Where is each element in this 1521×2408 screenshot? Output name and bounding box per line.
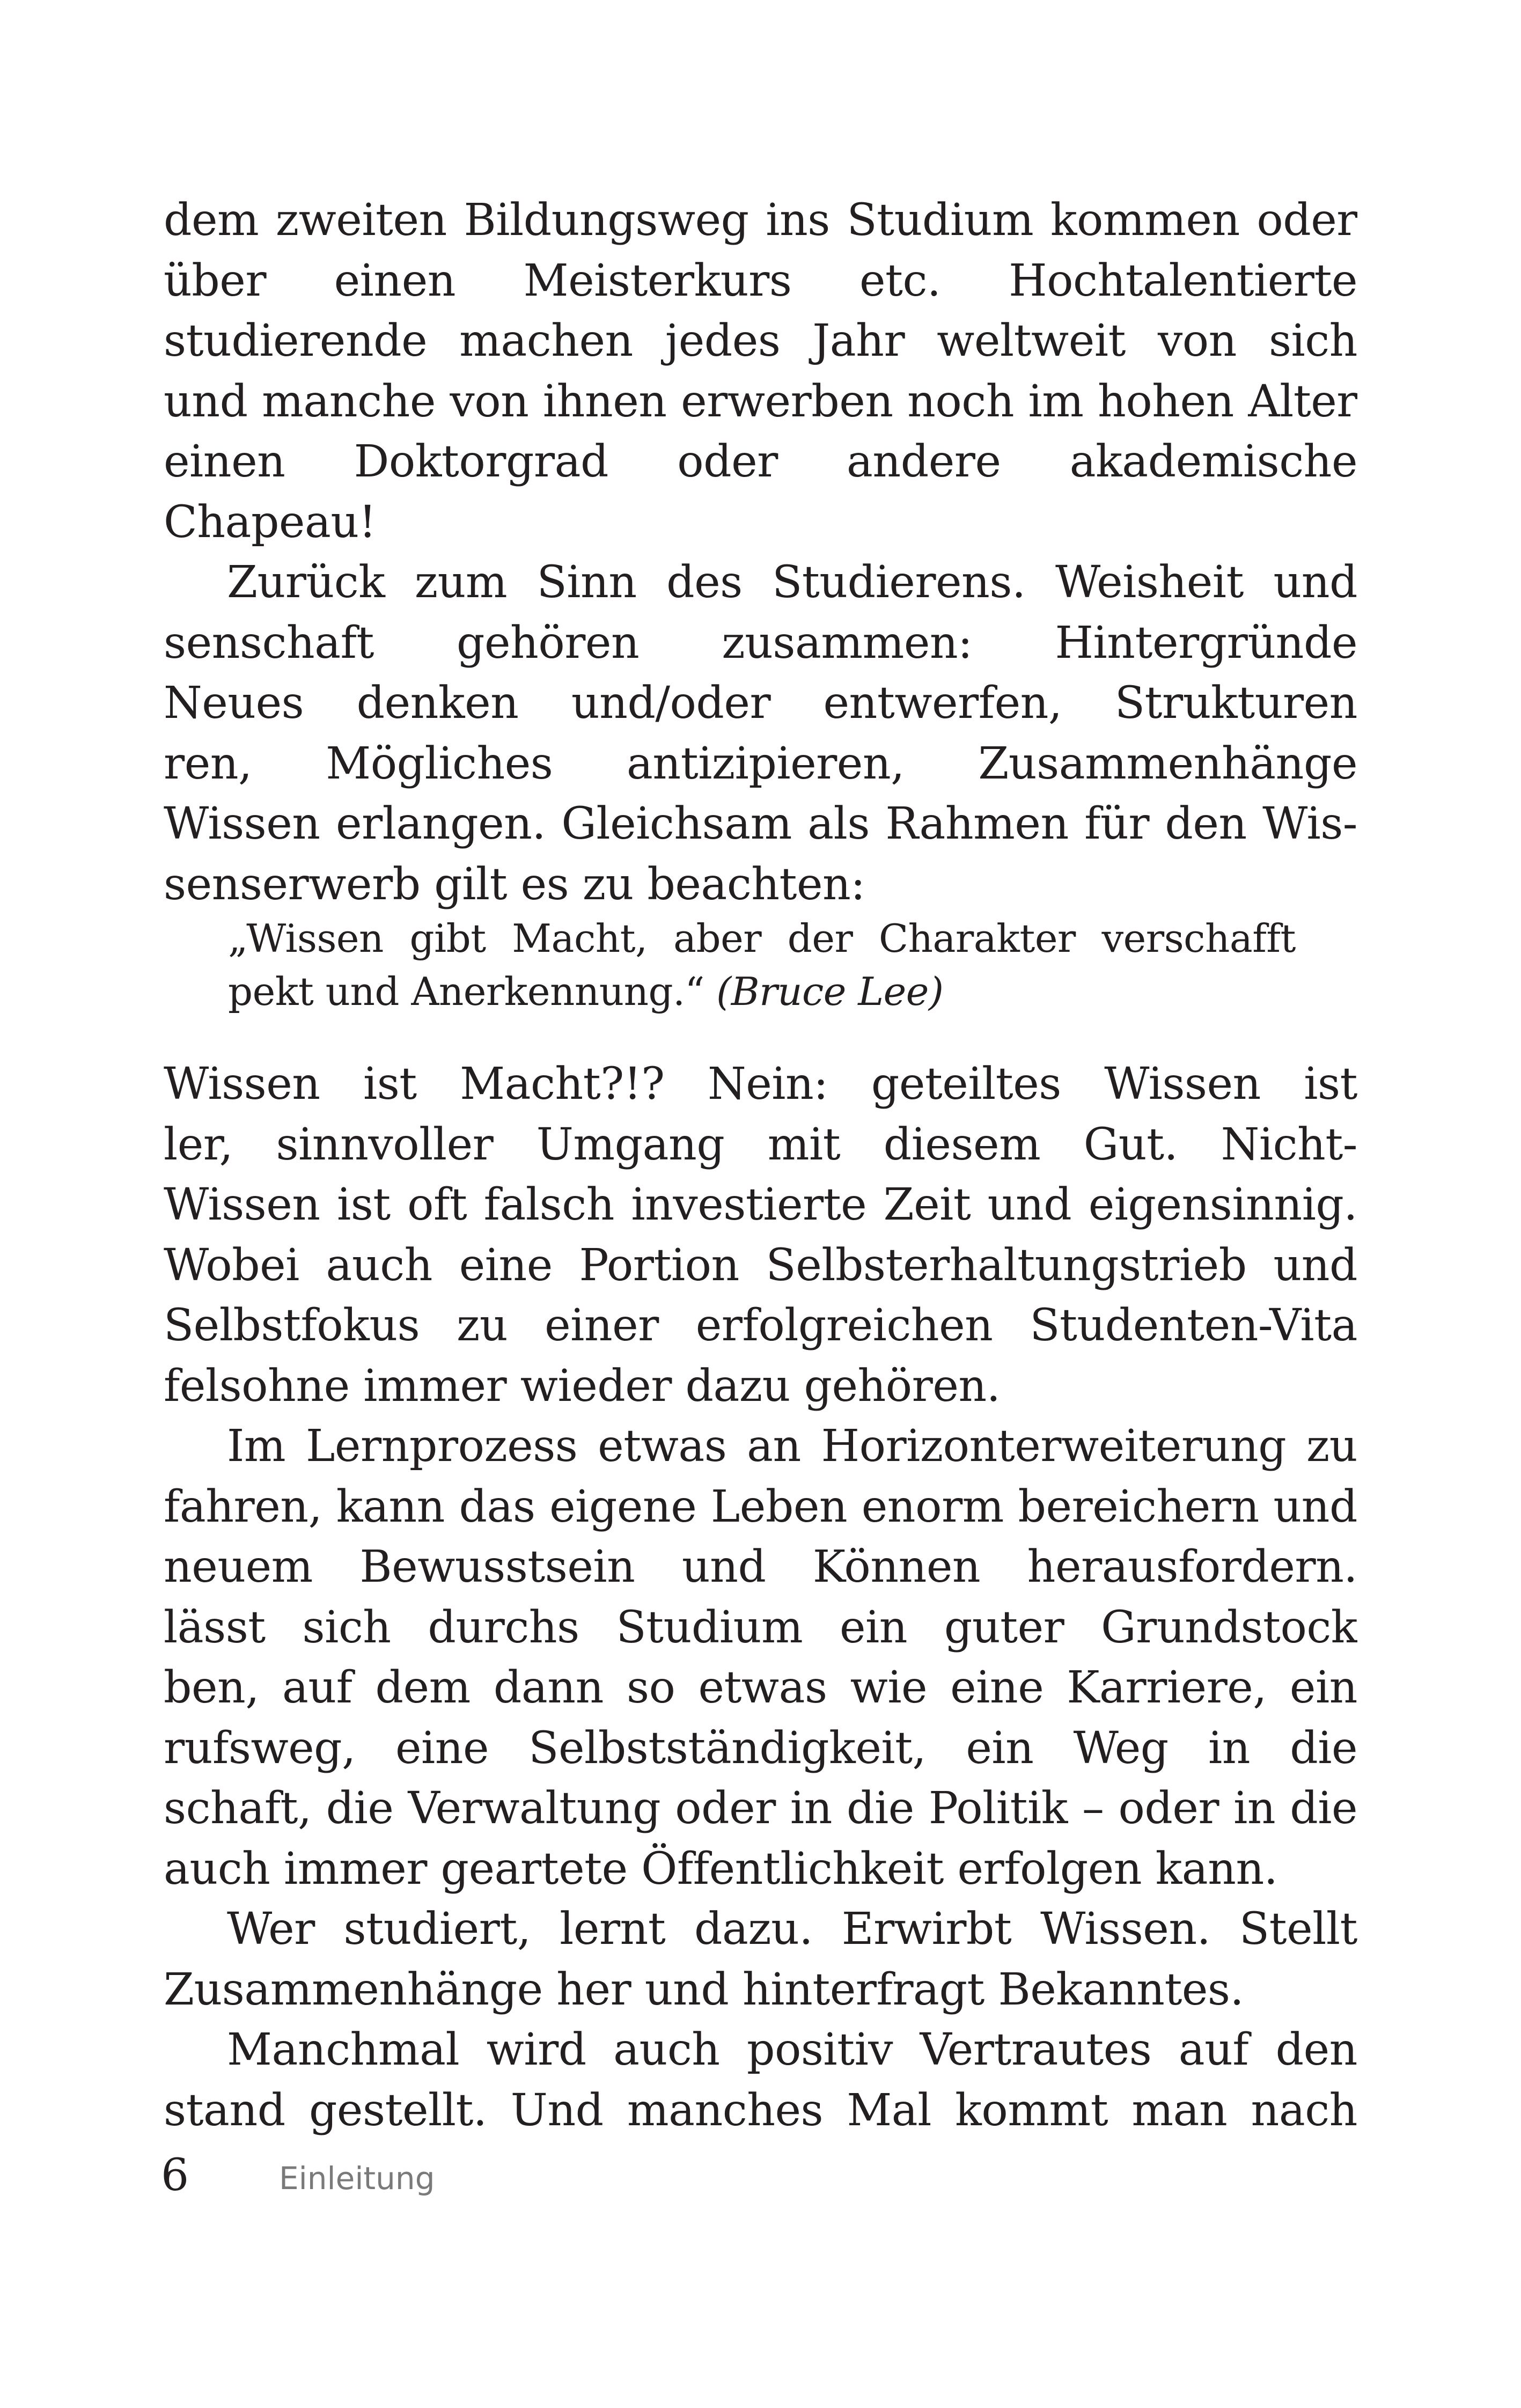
text-line: senserwerb gilt es zu beachten: bbox=[164, 858, 865, 910]
text-line: Wissen ist oft falsch investierte Zeit und eigensinnig. bbox=[164, 1179, 1357, 1230]
text-line: auch immer geartete Öffentlichkeit erfolgen kann. bbox=[164, 1843, 1278, 1895]
paragraph-2 bbox=[164, 553, 1357, 915]
page-number: 6 bbox=[161, 2150, 189, 2201]
text-line: Zusammenhänge her und hinterfragt Bekanntes. bbox=[164, 1964, 1244, 2015]
text-line: und manche von ihnen erwerben noch im hohen Alter bbox=[164, 376, 1357, 427]
text-line: Zurück zum Sinn des Studierens. Weisheit und bbox=[227, 557, 1357, 608]
quote-author: (Bruce Lee) bbox=[716, 969, 944, 1014]
text-line: über einen Meisterkurs etc. Hochtalentierte bbox=[164, 255, 1357, 306]
text-line: rufsweg, eine Selbstständigkeit, ein Weg in die bbox=[164, 1722, 1357, 1774]
text-line: Selbstfokus zu einer erfolgreichen Studenten-Vita bbox=[164, 1300, 1357, 1351]
text-line: Manchmal wird auch positiv Vertrautes auf den bbox=[227, 2024, 1357, 2075]
text-line: stand gestellt. Und manches Mal kommt man nach bbox=[164, 2084, 1357, 2136]
quote-line bbox=[228, 965, 1296, 1018]
paragraph-4 bbox=[164, 1416, 1357, 1899]
text-line: ren, Mögliches antizipieren, Zusammenhänge bbox=[164, 738, 1357, 789]
text-line: Wissen erlangen. Gleichsam als Rahmen für den Wis- bbox=[164, 798, 1357, 849]
text-line: neuem Bewusstsein und Können herausfordern. bbox=[164, 1541, 1357, 1592]
paragraph-1 bbox=[164, 190, 1357, 553]
text-line: lässt sich durchs Studium ein guter Grundstock bbox=[164, 1602, 1357, 1653]
quote-text: pekt und Anerkennung.“ bbox=[228, 969, 704, 1014]
text-line: Wobei auch eine Portion Selbsterhaltungstrieb und bbox=[164, 1239, 1357, 1291]
text-line: Wissen ist Macht?!? Nein: geteiltes Wissen ist bbox=[164, 1059, 1357, 1110]
text-line: ben, auf dem dann so etwas wie eine Karriere, ein bbox=[164, 1662, 1357, 1713]
paragraph-5 bbox=[164, 1899, 1357, 2020]
text-line: fahren, kann das eigene Leben enorm bereichern und bbox=[164, 1481, 1357, 1532]
text-line: Im Lernprozess etwas an Horizonterweiterung zu bbox=[227, 1421, 1357, 1472]
text-line: ler, sinnvoller Umgang mit diesem Gut. Nicht- bbox=[164, 1119, 1357, 1170]
running-footer-title: Einleitung bbox=[279, 2160, 435, 2197]
text-line: senschaft gehören zusammen: Hintergründe bbox=[164, 617, 1357, 669]
text-line: Wer studiert, lernt dazu. Erwirbt Wissen. Stellt bbox=[227, 1904, 1357, 1955]
block-quote bbox=[228, 912, 1296, 1018]
text-line: studierende machen jedes Jahr weltweit von sich bbox=[164, 315, 1357, 366]
paragraph-6 bbox=[164, 2020, 1357, 2141]
text-line: einen Doktorgrad oder andere akademische bbox=[164, 436, 1357, 487]
text-line: dem zweiten Bildungsweg ins Studium kommen oder bbox=[164, 195, 1357, 246]
paragraph-3 bbox=[164, 1054, 1357, 1416]
text-line: schaft, die Verwaltung oder in die Politik – oder in die bbox=[164, 1783, 1357, 1834]
text-line: Neues denken und/oder entwerfen, Strukturen bbox=[164, 678, 1357, 729]
text-line: felsohne immer wieder dazu gehören. bbox=[164, 1360, 1001, 1412]
text-line: Chapeau! bbox=[164, 496, 377, 548]
quote-line: „Wissen gibt Macht, aber der Charakter verschafft bbox=[228, 916, 1296, 961]
